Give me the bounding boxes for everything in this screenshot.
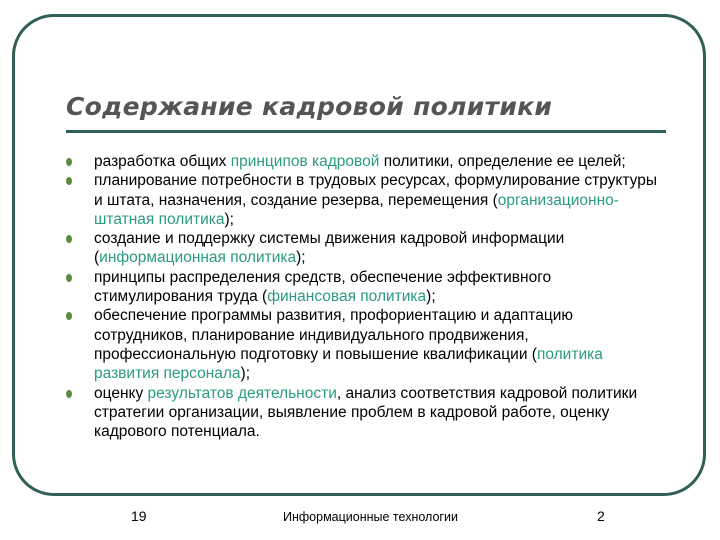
highlighted-term: организационно-штатная политика bbox=[94, 191, 619, 228]
bullet-list bbox=[62, 152, 662, 441]
bullet-dot-icon bbox=[66, 177, 72, 185]
bullet-text: разработка общих bbox=[94, 153, 231, 170]
highlighted-term: результатов деятельности bbox=[147, 384, 337, 402]
bullet-text: ); bbox=[296, 249, 306, 267]
bullet-item bbox=[62, 171, 662, 229]
bullet-text: ); bbox=[426, 288, 436, 306]
highlighted-term: политика развития персонала bbox=[94, 345, 603, 383]
bullet-text: ); bbox=[224, 210, 234, 228]
bullet-item bbox=[62, 306, 662, 383]
bullet-text: обеспечение программы развития, профориентацию и адаптацию сотрудников, планирование индивидуального продвижения, профессиональную подготовку и повышение квалификации ( bbox=[94, 307, 573, 363]
bullet-text: , анализ соответствия кадровой политики стратегии организации, выявление проблем в кадровой работе, оценку кадрового потенциала. bbox=[94, 384, 638, 441]
bullet-text: принципы распределения средств, обеспечение эффективного стимулирования труда ( bbox=[94, 268, 552, 306]
bullet-dot-icon bbox=[66, 274, 72, 282]
bullet-text: политики, определение ее целей; bbox=[379, 153, 626, 170]
bullet-dot-icon bbox=[66, 235, 72, 243]
slide-title: Содержание кадровой политики bbox=[66, 92, 553, 121]
bullet-text: ); bbox=[240, 365, 251, 383]
bullet-text: оценку bbox=[94, 384, 148, 402]
bullet-item bbox=[62, 152, 662, 171]
bullet-text: создание и поддержку системы движения кадровой информации ( bbox=[94, 230, 565, 267]
footer-page-number: 2 bbox=[597, 508, 605, 524]
bullet-item bbox=[62, 268, 662, 307]
bullet-dot-icon bbox=[66, 390, 72, 398]
highlighted-term: принципов кадровой bbox=[230, 153, 380, 170]
footer-course-title: Информационные технологии bbox=[283, 510, 458, 524]
bullet-dot-icon bbox=[66, 312, 72, 320]
bullet-item bbox=[62, 384, 662, 442]
bullet-text: планирование потребности в трудовых ресурсах, формулирование структуры и штата, назначения, создание резерва, перемещения ( bbox=[94, 172, 658, 209]
title-underline bbox=[66, 130, 666, 133]
highlighted-term: информационная политика bbox=[99, 249, 297, 267]
bullet-item bbox=[62, 229, 662, 268]
bullet-dot-icon bbox=[66, 158, 72, 166]
footer-slide-number: 19 bbox=[131, 508, 147, 524]
highlighted-term: финансовая политика bbox=[267, 288, 427, 306]
